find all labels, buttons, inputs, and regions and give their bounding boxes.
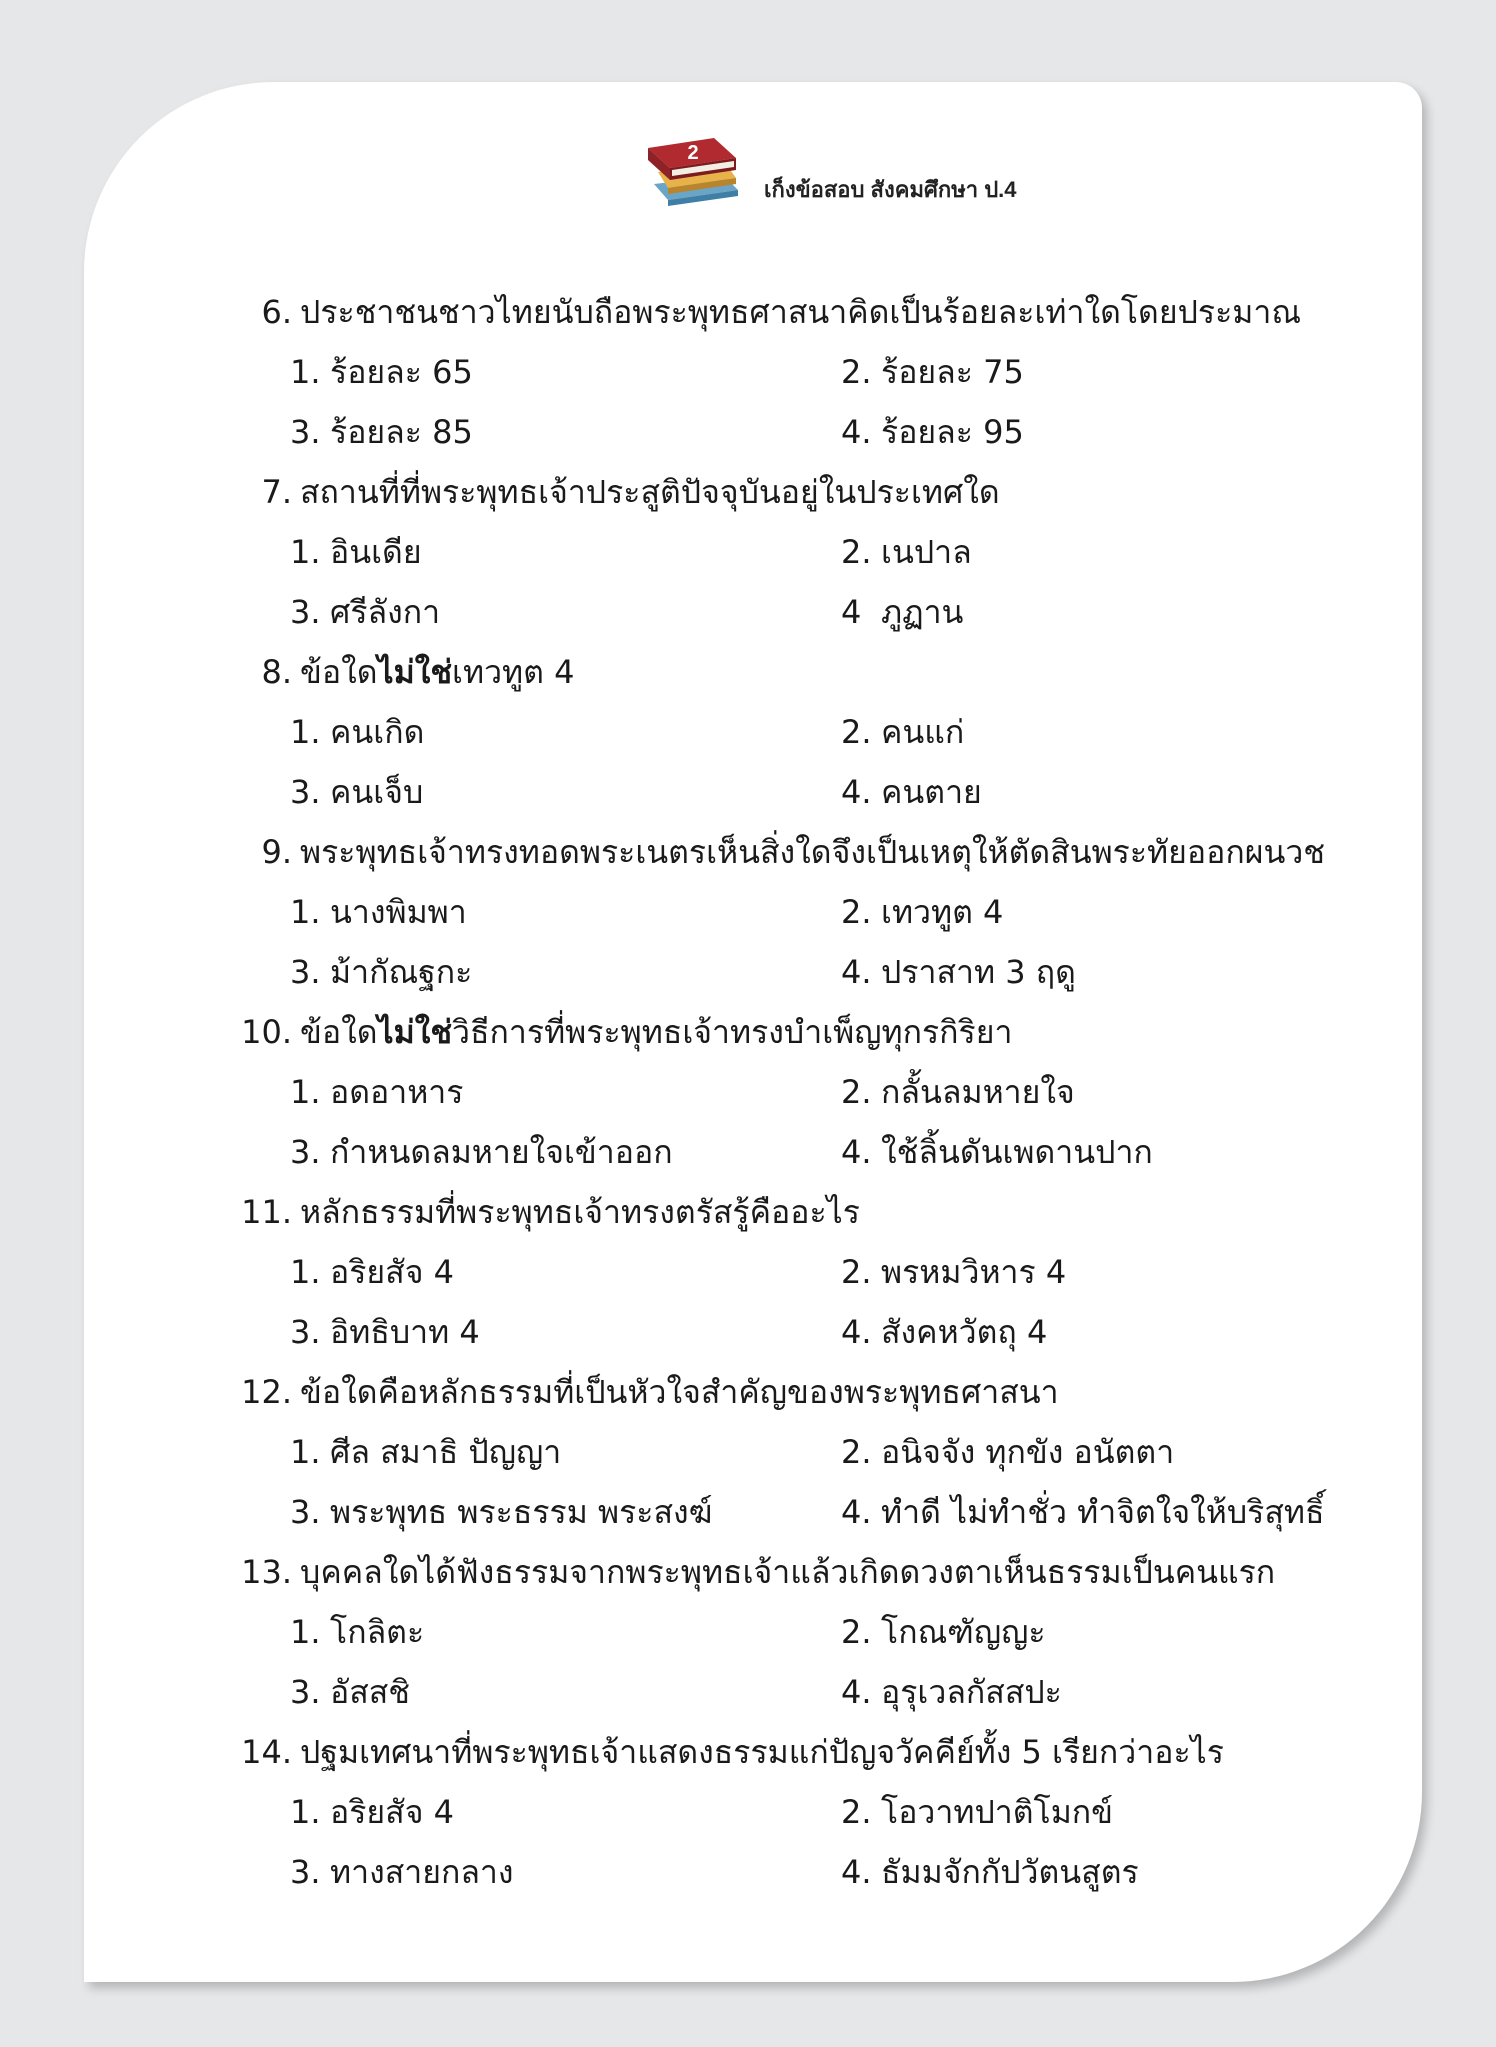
option-row <box>234 1302 1354 1362</box>
option-row <box>234 582 1354 642</box>
option-1: 1. อินเดีย <box>290 533 422 571</box>
question-number: 14. <box>241 1733 292 1771</box>
option-1: 1. อริยสัจ 4 <box>290 1793 454 1831</box>
question-number: 7. <box>261 473 292 511</box>
option-4: 4. ใช้ลิ้นดันเพดานปาก <box>841 1133 1153 1171</box>
question-list <box>234 282 1354 1902</box>
question-row <box>234 822 1354 882</box>
option-4: 4 ภูฏาน <box>841 593 964 631</box>
question-text: บุคคลใดได้ฟังธรรมจากพระพุทธเจ้าแล้วเกิดดวงตาเห็นธรรมเป็นคนแรก <box>300 1553 1276 1591</box>
option-row <box>234 1782 1354 1842</box>
option-2: 2. เทวทูต 4 <box>841 893 1004 931</box>
option-2: 2. ร้อยละ 75 <box>841 353 1024 391</box>
question-text: ข้อใดไม่ใช่วิธีการที่พระพุทธเจ้าทรงบำเพ็ญทุกรกิริยา <box>300 1013 1013 1051</box>
option-3: 3. พระพุทธ พระธรรม พระสงฆ์ <box>290 1493 713 1531</box>
option-row <box>234 942 1354 1002</box>
option-row <box>234 1422 1354 1482</box>
option-row <box>234 1842 1354 1902</box>
question-text: สถานที่ที่พระพุทธเจ้าประสูติปัจจุบันอยู่ในประเทศใด <box>300 473 1000 511</box>
option-3: 3. ทางสายกลาง <box>290 1853 514 1891</box>
question-number: 9. <box>261 833 292 871</box>
option-row <box>234 1482 1354 1542</box>
option-row <box>234 882 1354 942</box>
question-number: 6. <box>261 293 292 331</box>
question-row <box>234 462 1354 522</box>
question-text: ข้อใดคือหลักธรรมที่เป็นหัวใจสำคัญของพระพุทธศาสนา <box>300 1373 1059 1411</box>
option-2: 2. เนปาล <box>841 533 972 571</box>
option-1: 1. อดอาหาร <box>290 1073 464 1111</box>
option-row <box>234 1122 1354 1182</box>
option-3: 3. อัสสชิ <box>290 1673 410 1711</box>
option-row <box>234 1602 1354 1662</box>
option-2: 2. พรหมวิหาร 4 <box>841 1253 1067 1291</box>
option-1: 1. ร้อยละ 65 <box>290 353 473 391</box>
question-number: 10. <box>241 1013 292 1051</box>
option-1: 1. อริยสัจ 4 <box>290 1253 454 1291</box>
option-3: 3. คนเจ็บ <box>290 773 424 811</box>
option-4: 4. สังคหวัตถุ 4 <box>841 1313 1048 1351</box>
question-text: หลักธรรมที่พระพุทธเจ้าทรงตรัสรู้คืออะไร <box>300 1193 860 1231</box>
option-row <box>234 702 1354 762</box>
option-row <box>234 1242 1354 1302</box>
option-4: 4. คนตาย <box>841 773 982 811</box>
option-3: 3. ศรีลังกา <box>290 593 441 631</box>
question-row <box>234 1362 1354 1422</box>
option-3: 3. อิทธิบาท 4 <box>290 1313 480 1351</box>
option-4: 4. อุรุเวลกัสสปะ <box>841 1673 1062 1711</box>
option-row <box>234 762 1354 822</box>
page-number: 2 <box>687 142 699 164</box>
option-3: 3. ร้อยละ 85 <box>290 413 473 451</box>
option-row <box>234 1662 1354 1722</box>
question-number: 13. <box>241 1553 292 1591</box>
header-title: เก็งข้อสอบ สังคมศึกษา ป.4 <box>764 177 1017 202</box>
option-row <box>234 1062 1354 1122</box>
exam-page <box>84 82 1422 1982</box>
option-2: 2. กลั้นลมหายใจ <box>841 1073 1075 1111</box>
option-4: 4. ร้อยละ 95 <box>841 413 1024 451</box>
option-row <box>234 342 1354 402</box>
option-3: 3. ม้ากัณฐกะ <box>290 953 473 991</box>
option-4: 4. ธัมมจักกัปวัตนสูตร <box>841 1853 1139 1891</box>
question-row <box>234 1182 1354 1242</box>
page-header <box>644 132 1104 222</box>
question-text: พระพุทธเจ้าทรงทอดพระเนตรเห็นสิ่งใดจึงเป็นเหตุให้ตัดสินพระทัยออกผนวช <box>300 833 1325 871</box>
question-text: ประชาชนชาวไทยนับถือพระพุทธศาสนาคิดเป็นร้อยละเท่าใดโดยประมาณ <box>300 293 1302 331</box>
question-row <box>234 1542 1354 1602</box>
option-2: 2. คนแก่ <box>841 713 965 751</box>
question-row <box>234 1722 1354 1782</box>
option-3: 3. กำหนดลมหายใจเข้าออก <box>290 1133 673 1171</box>
question-row <box>234 642 1354 702</box>
option-4: 4. ทำดี ไม่ทำชั่ว ทำจิตใจให้บริสุทธิ์ <box>841 1493 1325 1531</box>
question-row <box>234 1002 1354 1062</box>
option-2: 2. โอวาทปาติโมกข์ <box>841 1793 1114 1831</box>
option-1: 1. นางพิมพา <box>290 893 467 931</box>
question-number: 11. <box>241 1193 292 1231</box>
option-4: 4. ปราสาท 3 ฤดู <box>841 953 1076 991</box>
option-2: 2. โกณฑัญญะ <box>841 1613 1046 1651</box>
question-row <box>234 282 1354 342</box>
option-1: 1. โกลิตะ <box>290 1613 425 1651</box>
question-number: 8. <box>261 653 292 691</box>
option-1: 1. ศีล สมาธิ ปัญญา <box>290 1433 562 1471</box>
option-row <box>234 402 1354 462</box>
question-number: 12. <box>241 1373 292 1411</box>
option-1: 1. คนเกิด <box>290 713 425 751</box>
option-2: 2. อนิจจัง ทุกขัง อนัตตา <box>841 1433 1175 1471</box>
question-text: ข้อใดไม่ใช่เทวทูต 4 <box>300 653 575 691</box>
question-text: ปฐมเทศนาที่พระพุทธเจ้าแสดงธรรมแก่ปัญจวัคคีย์ทั้ง 5 เรียกว่าอะไร <box>300 1733 1224 1771</box>
option-row <box>234 522 1354 582</box>
